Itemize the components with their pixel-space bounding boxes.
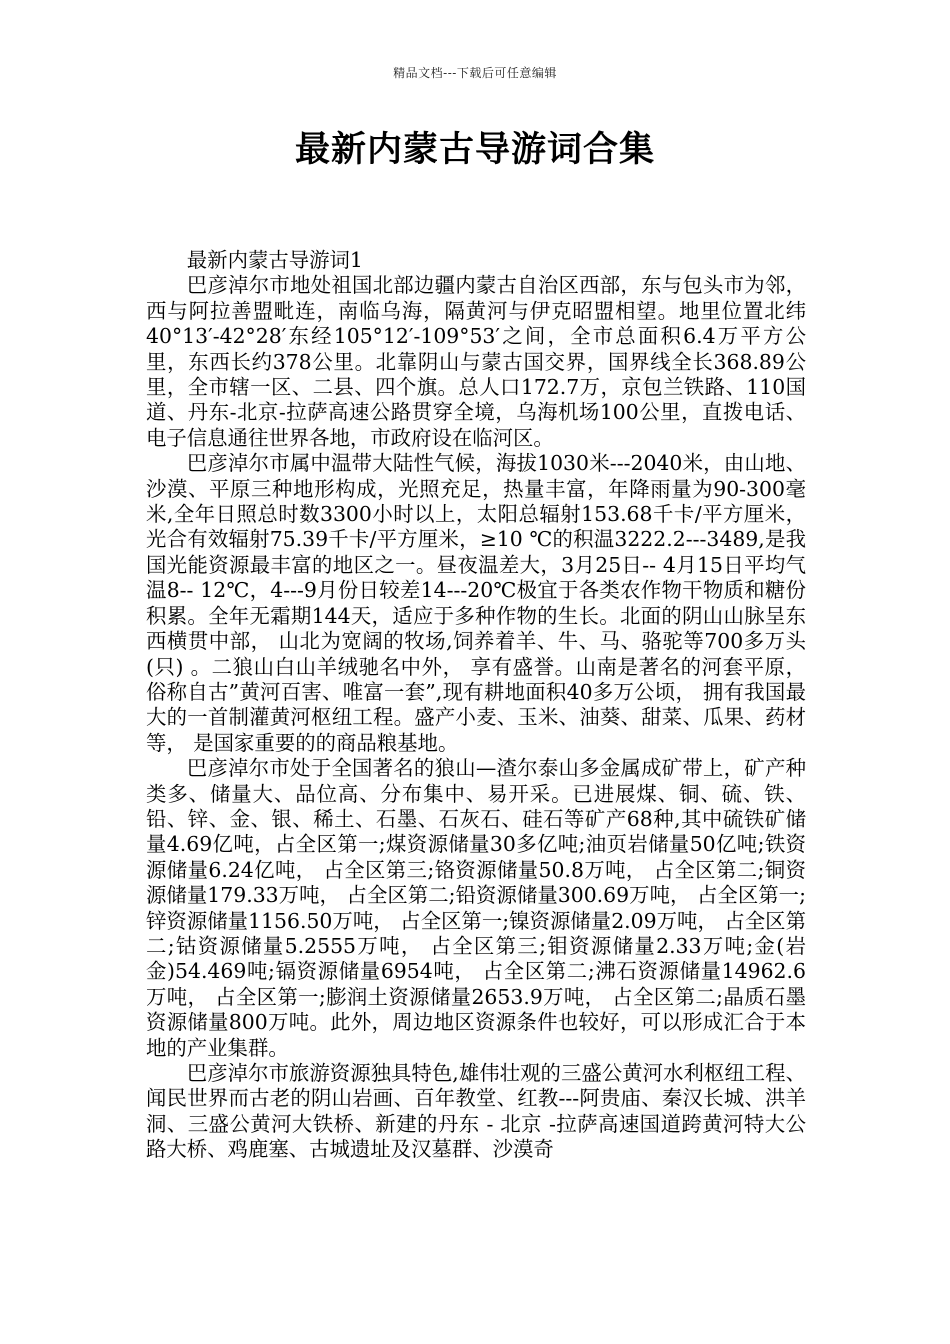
paragraph-4: 巴彦淖尔市旅游资源独具特色,雄伟壮观的三盛公黄河水利枢纽工程、闻民世界而古老的阴山岩画、百年教堂、红教---阿贵庙、秦汉长城、洪羊洞、三盛公黄河大铁桥、新建的丹东 - 北京 -拉萨高速国道跨黄河特大公路大桥、鸡鹿塞、古城遗址及汉墓群、沙漠奇 — [146, 1061, 806, 1162]
paragraph-1: 巴彦淖尔市地处祖国北部边疆内蒙古自治区西部，东与包头市为邻，西与阿拉善盟毗连，南临乌海，隔黄河与伊克昭盟相望。地里位置北纬40°13′-42°28′东经105°12′-109°53′之间，全市总面积6.4万平方公里，东西长约378公里。北靠阴山与蒙古国交界，国界线全长368.89公里，全市辖一区、二县、四个旗。总人口172.7万，京包兰铁路、110国道、丹东-北京-拉萨高速公路贯穿全境，乌海机场100公里，直拨电话、电子信息通往世界各地，市政府设在临河区。 — [146, 273, 806, 450]
header-note: 精品文档---下载后可任意编辑 — [393, 66, 557, 80]
document-title: 最新内蒙古导游词合集 — [294, 130, 655, 170]
paragraph-3: 巴彦淖尔市处于全国著名的狼山—渣尔泰山多金属成矿带上，矿产种类多、储量大、品位高、分布集中、易开采。已进展煤、铜、硫、铁、铅、锌、金、银、稀土、石墨、石灰石、硅石等矿产68种,其中硫铁矿储量4.69亿吨，占全区第一;煤资源储量30多亿吨;油页岩储量50亿吨;铁资源储量6.24亿吨， 占全区第三;铬资源储量50.8万吨， 占全区第二;铜资源储量179.33万吨， 占全区第二;铅资源储量300.69万吨， 占全区第一;锌资源储量1156.50万吨， 占全区第一;镍资源储量2.09万吨， 占全区第二;钴资源储量5.2555万吨， 占全区第三;钼资源储量2.33万吨;金(岩金)54.469吨;镉资源储量6954吨， 占全区第二;沸石资源储量14962.6万吨， 占全区第一;膨润土资源储量2653.9万吨， 占全区第二;晶质石墨资源储量800万吨。此外，周边地区资源条件也较好，可以形成汇合于本地的产业集群。 — [146, 756, 806, 1060]
document-body — [146, 248, 806, 1163]
section-heading: 最新内蒙古导游词1 — [186, 248, 363, 272]
paragraph-2: 巴彦淖尔市属中温带大陆性气候，海拔1030米---2040米，由山地、沙漠、平原三种地形构成，光照充足，热量丰富，年降雨量为90-300毫米,全年日照总时数3300小时以上，太阳总辐射153.68千卡/平方厘米，光合有效辐射75.39千卡/平方厘米，≥10 ℃的积温3222.2---3489,是我国光能资源最丰富的地区之一。昼夜温差大，3月25日-- 4月15日平均气温8-- 12℃，4---9月份日较差14---20℃极宜于各类农作物干物质和糖份积累。全年无霜期144天，适应于多种作物的生长。北面的阴山山脉呈东西横贯中部， 山北为宽阔的牧场,饲养着羊、牛、马、骆驼等700多万头(只) 。二狼山白山羊绒驰名中外， 享有盛誉。山南是著名的河套平原， 俗称自古”黄河百害、唯富一套”,现有耕地面积40多万公顷， 拥有我国最大的一首制灌黄河枢纽工程。盛产小麦、玉米、油葵、甜菜、瓜果、药材等， 是国家重要的的商品粮基地。 — [146, 451, 806, 755]
